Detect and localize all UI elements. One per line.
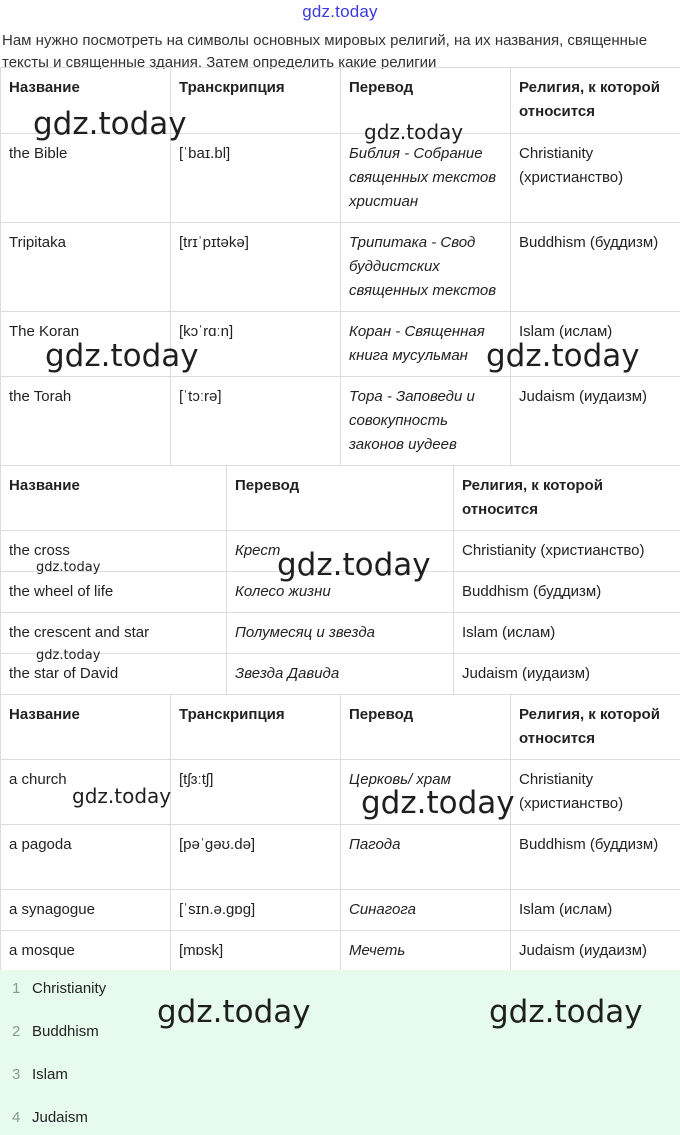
header-name: Название bbox=[1, 68, 171, 134]
intro-text: Нам нужно посмотреть на символы основных мировых религий, на их названия, священные тексты и священные здания. Затем определить какие религии bbox=[2, 32, 648, 69]
cell-transcription: [ˈtɔːrə] bbox=[171, 377, 341, 466]
cell-translation: Звезда Давида bbox=[227, 654, 454, 695]
cell-religion: Christianity (христианство) bbox=[511, 760, 680, 825]
list-item-number: 4 bbox=[12, 1109, 21, 1126]
cell-religion: Buddhism (буддизм) bbox=[511, 825, 680, 890]
cell-name: Tripitaka bbox=[1, 223, 171, 312]
cell-religion: Judaism (иудаизм) bbox=[511, 931, 680, 972]
header-translation: Перевод bbox=[341, 695, 511, 760]
table-row bbox=[1, 377, 680, 466]
list-item-text: Islam bbox=[32, 1066, 68, 1083]
watermark: gdz.today bbox=[33, 106, 187, 142]
symbols-table bbox=[0, 465, 680, 695]
cell-religion: Islam (ислам) bbox=[511, 312, 680, 377]
cell-translation: Крест bbox=[227, 531, 454, 572]
cell-religion: Islam (ислам) bbox=[511, 890, 680, 931]
header-translation: Перевод bbox=[227, 466, 454, 531]
watermark: gdz.today bbox=[157, 994, 311, 1030]
cell-transcription: [kɔˈrɑːn] bbox=[171, 312, 341, 377]
list-item-text: Judaism bbox=[32, 1109, 88, 1126]
table-row bbox=[1, 890, 680, 931]
table-row bbox=[1, 572, 680, 613]
header-name: Название bbox=[1, 466, 227, 531]
cell-religion: Buddhism (буддизм) bbox=[454, 572, 680, 613]
cell-transcription: [ˈsɪn.ə.ɡɒɡ] bbox=[171, 890, 341, 931]
cell-name: a synagogue bbox=[1, 890, 171, 931]
cell-translation: Мечеть bbox=[341, 931, 511, 972]
watermark: gdz.today bbox=[364, 120, 464, 144]
cell-religion: Buddhism (буддизм) bbox=[511, 223, 680, 312]
cell-name: the Torah bbox=[1, 377, 171, 466]
table-header-row bbox=[1, 466, 680, 531]
table-row bbox=[1, 931, 680, 972]
cell-translation: Церковь/ храм bbox=[341, 760, 511, 825]
header-name: Название bbox=[1, 695, 171, 760]
cell-transcription: [pəˈɡəʊ.də] bbox=[171, 825, 341, 890]
list-item-text: Christianity bbox=[32, 980, 107, 997]
table-row bbox=[1, 531, 680, 572]
cell-name: the crescent and star bbox=[1, 613, 227, 654]
cell-name: the cross bbox=[1, 531, 227, 572]
table-header-row bbox=[1, 68, 680, 134]
cell-translation: Пагода bbox=[341, 825, 511, 890]
cell-name: a pagoda bbox=[1, 825, 171, 890]
sacred-texts-table bbox=[0, 67, 680, 466]
sacred-buildings-table bbox=[0, 694, 680, 972]
cell-translation: Колесо жизни bbox=[227, 572, 454, 613]
watermark: gdz.today bbox=[36, 648, 101, 663]
cell-translation: Синагога bbox=[341, 890, 511, 931]
cell-name: a mosque bbox=[1, 931, 171, 972]
cell-transcription: [ˈbaɪ.bl] bbox=[171, 134, 341, 223]
cell-transcription: [tʃɜːtʃ] bbox=[171, 760, 341, 825]
header-religion: Религия, к которой относится bbox=[511, 695, 680, 760]
list-item-number: 3 bbox=[12, 1066, 21, 1083]
cell-name: The Koran bbox=[1, 312, 171, 377]
list-item-number: 1 bbox=[12, 980, 21, 997]
cell-religion: Christianity (христианство) bbox=[511, 134, 680, 223]
table-header-row bbox=[1, 695, 680, 760]
cell-religion: Judaism (иудаизм) bbox=[511, 377, 680, 466]
cell-name: the star of David bbox=[1, 654, 227, 695]
cell-name: a church bbox=[1, 760, 171, 825]
cell-religion: Christianity (христианство) bbox=[454, 531, 680, 572]
table-row bbox=[1, 223, 680, 312]
cell-name: the wheel of life bbox=[1, 572, 227, 613]
header-translation: Перевод bbox=[341, 68, 511, 134]
table-row bbox=[1, 825, 680, 890]
cell-translation: Тора - Заповеди и совокупность законов иудеев bbox=[341, 377, 511, 466]
header-religion: Религия, к которой относится bbox=[511, 68, 680, 134]
watermark: gdz.today bbox=[45, 338, 199, 374]
site-logo-watermark: gdz.today bbox=[302, 2, 378, 21]
table-row bbox=[1, 654, 680, 695]
table-row bbox=[1, 760, 680, 825]
table-row bbox=[1, 613, 680, 654]
cell-translation: Библия - Собрание священных текстов христиан bbox=[341, 134, 511, 223]
cell-translation: Трипитака - Свод буддистских священных текстов bbox=[341, 223, 511, 312]
cell-religion: Islam (ислам) bbox=[454, 613, 680, 654]
cell-transcription: [mɒsk] bbox=[171, 931, 341, 972]
cell-translation: Полумесяц и звезда bbox=[227, 613, 454, 654]
cell-transcription: [trɪˈpɪtəkə] bbox=[171, 223, 341, 312]
watermark: gdz.today bbox=[36, 560, 101, 575]
cell-name: the Bible bbox=[1, 134, 171, 223]
header-transcription: Транскрипция bbox=[171, 695, 341, 760]
list-item-text: Buddhism bbox=[32, 1023, 99, 1040]
watermark: gdz.today bbox=[72, 784, 172, 808]
watermark: gdz.today bbox=[489, 994, 643, 1030]
header-religion: Религия, к которой относится bbox=[454, 466, 680, 531]
header-transcription: Транскрипция bbox=[171, 68, 341, 134]
answers-list bbox=[0, 970, 680, 1135]
watermark: gdz.today bbox=[361, 785, 515, 821]
watermark: gdz.today bbox=[277, 547, 431, 583]
watermark: gdz.today bbox=[486, 338, 640, 374]
cell-religion: Judaism (иудаизм) bbox=[454, 654, 680, 695]
table-row bbox=[1, 134, 680, 223]
list-item-number: 2 bbox=[12, 1023, 21, 1040]
table-row bbox=[1, 312, 680, 377]
cell-translation: Коран - Священная книга мусульман bbox=[341, 312, 511, 377]
